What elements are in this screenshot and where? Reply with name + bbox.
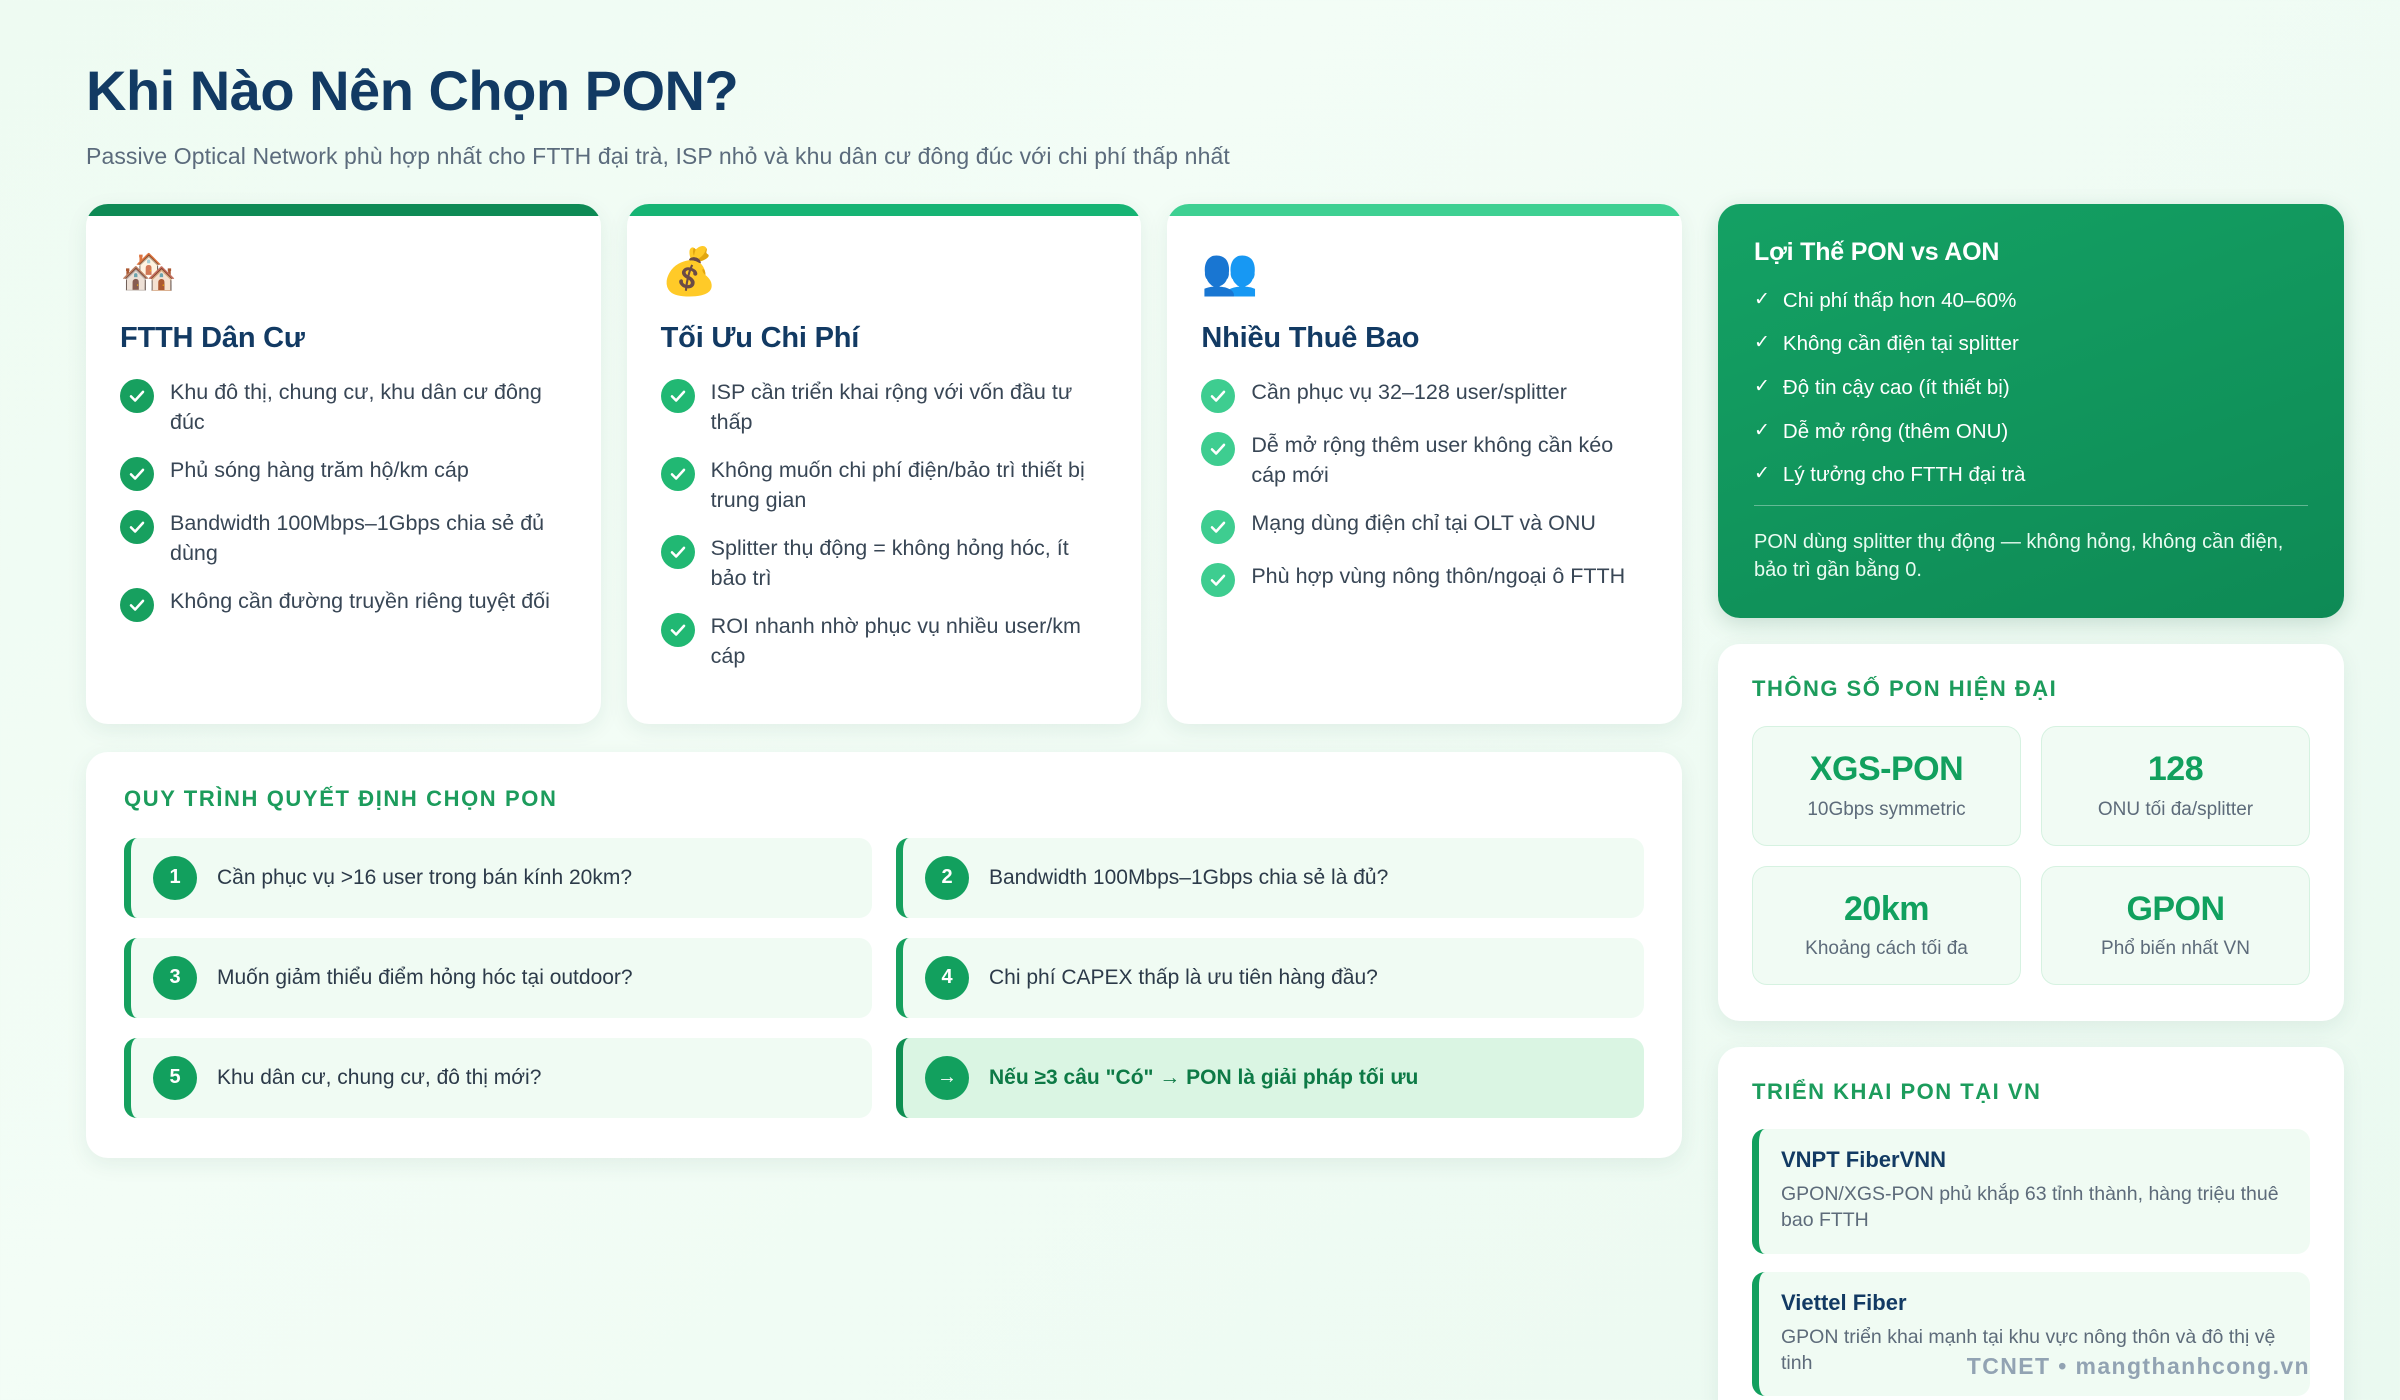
step-number: 1	[153, 856, 197, 900]
list-item	[120, 455, 567, 491]
list-item	[120, 508, 567, 569]
list-item	[1754, 418, 2308, 446]
check-icon: ✓	[1754, 463, 1770, 485]
card-title: Tối Ưu Chi Phí	[660, 321, 860, 354]
spec-label: 10Gbps symmetric	[1807, 798, 1966, 820]
list-item	[1754, 287, 2308, 315]
advantage-title: Lợi Thế PON vs AON	[1754, 237, 2000, 266]
spec-tile-128	[2041, 726, 2310, 845]
card-bullet-list	[1201, 377, 1648, 597]
process-step-5[interactable]	[124, 1038, 872, 1118]
check-icon: ✓	[1754, 288, 1770, 310]
right-column	[1718, 204, 2344, 1400]
advantage-panel	[1718, 204, 2344, 618]
bullet-text: Không muốn chi phí điện/bảo trì thiết bị trung gian	[710, 457, 1085, 513]
deployment-title: TRIỂN KHAI PON TẠI VN	[1752, 1078, 2042, 1104]
spec-value: GPON	[2126, 889, 2225, 928]
busts-emoji: 👥	[1201, 244, 1259, 297]
page-title: Khi Nào Nên Chọn PON?	[86, 59, 739, 122]
list-item	[1201, 561, 1648, 597]
process-step-3[interactable]	[124, 938, 872, 1018]
list-item	[1201, 430, 1648, 491]
bullet-text: Phù hợp vùng nông thôn/ngoại ô FTTH	[1251, 563, 1626, 588]
bullet-text: Cần phục vụ 32–128 user/splitter	[1251, 379, 1567, 404]
deployment-item-vnpt[interactable]	[1752, 1129, 2310, 1254]
advantage-note: PON dùng splitter thụ động — không hỏng, không cần điện, bảo trì gần bằng 0.	[1754, 531, 2284, 582]
check-icon: ✓	[1754, 376, 1770, 398]
card-toi-uu-chi-phi[interactable]	[627, 204, 1142, 724]
specs-title: THÔNG SỐ PON HIỆN ĐẠI	[1752, 676, 2058, 702]
page-subtitle: Passive Optical Network phù hợp nhất cho FTTH đại trà, ISP nhỏ và khu dân cư đông đúc với chi phí thấp nhất	[86, 142, 1230, 169]
spec-tile-20km	[1752, 866, 2021, 985]
step-text: Chi phí CAPEX thấp là ưu tiên hàng đầu?	[989, 966, 1378, 990]
spec-tile-xgs-pon	[1752, 726, 2021, 845]
feature-cards	[86, 204, 1682, 724]
process-step-4[interactable]	[896, 938, 1644, 1018]
card-accent-bar	[1167, 204, 1682, 216]
decision-process-panel	[86, 752, 1682, 1158]
bullet-text: ISP cần triển khai rộng với vốn đầu tư thấp	[710, 379, 1073, 435]
process-step-2[interactable]	[896, 838, 1644, 918]
spec-value: 20km	[1844, 889, 1929, 928]
houses-emoji: 🏘️	[120, 244, 178, 297]
card-accent-bar	[627, 204, 1142, 216]
check-icon	[120, 510, 154, 544]
advantage-text: Không cần điện tại splitter	[1782, 332, 2019, 356]
check-icon	[1201, 432, 1235, 466]
step-number: 3	[153, 956, 197, 1000]
check-icon	[120, 457, 154, 491]
bullet-text: ROI nhanh nhờ phục vụ nhiều user/km cáp	[710, 613, 1081, 669]
list-item	[661, 377, 1108, 438]
spec-value: 128	[2147, 750, 2204, 789]
process-title: QUY TRÌNH QUYẾT ĐỊNH CHỌN PON	[124, 785, 558, 811]
advantage-text: Chi phí thấp hơn 40–60%	[1782, 288, 2017, 312]
card-bullet-list	[120, 377, 567, 622]
advantage-text: Lý tưởng cho FTTH đại trà	[1782, 463, 2026, 487]
step-number: 2	[925, 856, 969, 900]
check-icon	[661, 613, 695, 647]
check-icon	[1201, 510, 1235, 544]
list-item	[1754, 330, 2308, 358]
divider	[1754, 505, 2308, 506]
process-step-1[interactable]	[124, 838, 872, 918]
check-icon	[661, 457, 695, 491]
card-accent-bar	[86, 204, 601, 216]
list-item	[1754, 461, 2308, 489]
bullet-text: Bandwidth 100Mbps–1Gbps chia sẻ đủ dùng	[170, 510, 545, 566]
footer-watermark: TCNET • mangthanhcong.vn	[1966, 1353, 2310, 1379]
card-title: Nhiều Thuê Bao	[1201, 321, 1420, 354]
check-icon: ✓	[1754, 419, 1770, 441]
list-item	[1754, 374, 2308, 402]
card-nhieu-thue-bao[interactable]	[1167, 204, 1682, 724]
left-column	[86, 204, 1682, 1158]
card-body	[627, 216, 1142, 723]
card-title: FTTH Dân Cư	[120, 321, 305, 354]
check-icon	[1201, 379, 1235, 413]
arrow-right-icon: →	[925, 1056, 969, 1100]
page-header	[86, 59, 2314, 170]
step-text: Cần phục vụ >16 user trong bán kính 20km?	[217, 866, 633, 890]
provider-name: Viettel Fiber	[1781, 1289, 1907, 1315]
list-item	[661, 455, 1108, 516]
bullet-text: Mạng dùng điện chỉ tại OLT và ONU	[1251, 510, 1596, 535]
check-icon	[661, 535, 695, 569]
step-text: Bandwidth 100Mbps–1Gbps chia sẻ là đủ?	[989, 866, 1389, 890]
list-item	[1201, 508, 1648, 544]
step-text: Muốn giảm thiểu điểm hỏng hóc tại outdoor?	[217, 966, 633, 990]
advantage-text: Dễ mở rộng (thêm ONU)	[1782, 419, 2009, 443]
list-item	[1201, 377, 1648, 413]
money-bag-emoji: 💰	[660, 244, 718, 297]
card-ftth-dan-cu[interactable]	[86, 204, 601, 724]
deployment-panel	[1718, 1047, 2344, 1400]
spec-value: XGS-PON	[1809, 750, 1964, 789]
check-icon	[120, 379, 154, 413]
step-text: Nếu ≥3 câu "Có" → PON là giải pháp tối ưu	[989, 1066, 1419, 1090]
check-icon: ✓	[1754, 332, 1770, 354]
bullet-text: Không cần đường truyền riêng tuyệt đối	[170, 588, 550, 613]
provider-desc: GPON triển khai mạnh tại khu vực nông thôn và đô thị vệ tinh	[1781, 1325, 2276, 1374]
advantage-list	[1754, 287, 2308, 489]
provider-name: VNPT FiberVNN	[1781, 1146, 1947, 1172]
main-layout	[86, 204, 2314, 1400]
spec-label: Khoảng cách tối đa	[1805, 937, 1968, 959]
card-body	[1167, 216, 1682, 648]
step-text: Khu dân cư, chung cư, đô thị mới?	[217, 1066, 542, 1090]
check-icon	[661, 379, 695, 413]
process-steps	[124, 838, 1644, 1118]
card-bullet-list	[661, 377, 1108, 672]
list-item	[120, 377, 567, 438]
check-icon	[120, 588, 154, 622]
card-body	[86, 216, 601, 673]
bullet-text: Dễ mở rộng thêm user không cần kéo cáp mới	[1251, 432, 1614, 488]
provider-desc: GPON/XGS-PON phủ khắp 63 tỉnh thành, hàng triệu thuê bao FTTH	[1781, 1182, 2279, 1232]
check-icon	[1201, 563, 1235, 597]
bullet-text: Phủ sóng hàng trăm hộ/km cáp	[170, 457, 469, 482]
spec-tile-gpon	[2041, 866, 2310, 985]
process-step-conclusion[interactable]	[896, 1038, 1644, 1118]
list-item	[120, 586, 567, 622]
advantage-text: Độ tin cậy cao (ít thiết bị)	[1782, 376, 2010, 400]
spec-label: Phổ biến nhất VN	[2101, 937, 2250, 959]
bullet-text: Splitter thụ động = không hỏng hóc, ít bảo trì	[710, 535, 1069, 591]
step-number: 4	[925, 956, 969, 1000]
specs-grid	[1752, 726, 2310, 985]
spec-label: ONU tối đa/splitter	[2097, 798, 2254, 820]
bullet-text: Khu đô thị, chung cư, khu dân cư đông đúc	[170, 379, 542, 435]
list-item	[661, 533, 1108, 594]
list-item	[661, 611, 1108, 672]
step-number: 5	[153, 1056, 197, 1100]
specs-panel	[1718, 644, 2344, 1021]
